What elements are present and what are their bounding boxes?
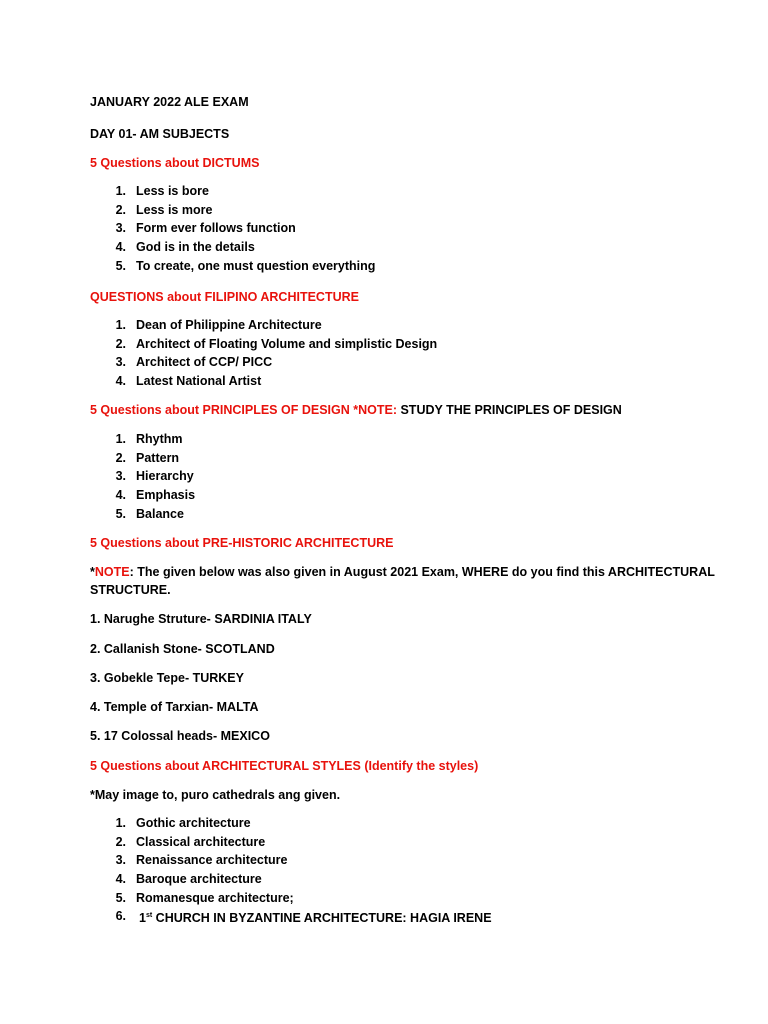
prehistoric-item: 5. 17 Colossal heads- MEXICO	[90, 729, 270, 743]
list-item-text: Architect of Floating Volume and simplistic Design	[136, 336, 438, 351]
list-number: 2.	[115, 202, 126, 217]
list-number: 5.	[115, 890, 126, 905]
list-number: 1.	[115, 318, 126, 332]
prehistoric-item: 1. Narughe Struture- SARDINIA ITALY	[90, 612, 312, 626]
prehistoric-heading: 5 Questions about PRE-HISTORIC ARCHITECTURE	[90, 536, 394, 550]
prehistoric-item: 3. Gobekle Tepe- TURKEY	[90, 671, 244, 685]
list-number: 4.	[115, 374, 126, 389]
doc-title: JANUARY 2022 ALE EXAM	[90, 95, 249, 109]
ordinal-suffix: st	[145, 912, 153, 920]
list-number: 4.	[115, 240, 126, 255]
prehistoric-item: 4. Temple of Tarxian- MALTA	[90, 700, 259, 714]
principles-note: STUDY THE PRINCIPLES OF DESIGN	[400, 403, 622, 417]
prehistoric-note-line2: STRUCTURE.	[90, 583, 171, 597]
list-item-text: Classical architecture	[136, 834, 266, 849]
list-item-text: Emphasis	[136, 488, 196, 503]
item-rest: CHURCH IN BYZANTINE ARCHITECTURE: HAGIA IRENE	[152, 911, 492, 926]
list-item-text: Rhythm	[136, 432, 183, 446]
note-star: *	[90, 565, 95, 579]
list-item-text: Gothic architecture	[136, 816, 251, 830]
list-item-text: Renaissance architecture	[136, 853, 288, 868]
list-number: 3.	[115, 469, 126, 484]
list-item-text: Baroque architecture	[136, 872, 262, 887]
doc-subtitle: DAY 01- AM SUBJECTS	[90, 127, 230, 141]
list-number: 5.	[115, 258, 126, 273]
principles-heading-line	[90, 402, 622, 418]
list-number: 2.	[115, 450, 126, 465]
list-item-text: Romanesque architecture;	[136, 890, 294, 905]
styles-heading: 5 Questions about ARCHITECTURAL STYLES (Identify the styles)	[90, 759, 479, 773]
list-number: 1.	[115, 432, 126, 446]
list-item-text: Dean of Philippine Architecture	[136, 318, 322, 332]
list-item-text: Less is bore	[136, 184, 209, 198]
prehistoric-note-line1	[90, 564, 715, 580]
list-item-text: To create, one must question everything	[136, 258, 376, 273]
dictums-heading: 5 Questions about DICTUMS	[90, 156, 260, 170]
list-item-text	[139, 908, 492, 926]
list-number: 5.	[115, 506, 126, 521]
list-item-text: Form ever follows function	[136, 221, 296, 236]
list-number: 2.	[115, 336, 126, 351]
list-number: 3.	[115, 221, 126, 236]
list-item-text: Latest National Artist	[136, 374, 262, 389]
prehistoric-item: 2. Callanish Stone- SCOTLAND	[90, 642, 275, 656]
list-item-text: Hierarchy	[136, 469, 194, 484]
list-number: 6.	[115, 909, 126, 924]
note-label: NOTE	[94, 565, 130, 579]
ordinal-number: 1	[139, 911, 146, 926]
list-item-text: Balance	[136, 506, 184, 521]
list-number: 4.	[115, 872, 126, 887]
list-number: 4.	[115, 488, 126, 503]
list-item-text: God is in the details	[136, 240, 255, 255]
list-number: 2.	[115, 834, 126, 849]
list-number: 3.	[115, 355, 126, 370]
list-item-text: Pattern	[136, 450, 180, 465]
note-text: : The given below was also given in August 2021 Exam, WHERE do you find this ARCHITECTURAL	[129, 565, 715, 579]
list-number: 3.	[115, 853, 126, 868]
list-item-text: Less is more	[136, 202, 213, 217]
list-number: 1.	[115, 184, 126, 198]
list-item-text: Architect of CCP/ PICC	[136, 355, 273, 370]
principles-heading: 5 Questions about PRINCIPLES OF DESIGN *NOTE:	[90, 403, 397, 417]
list-number: 1.	[115, 816, 126, 830]
filipino-heading: QUESTIONS about FILIPINO ARCHITECTURE	[90, 290, 359, 304]
styles-note: *May image to, puro cathedrals ang given.	[90, 788, 341, 802]
